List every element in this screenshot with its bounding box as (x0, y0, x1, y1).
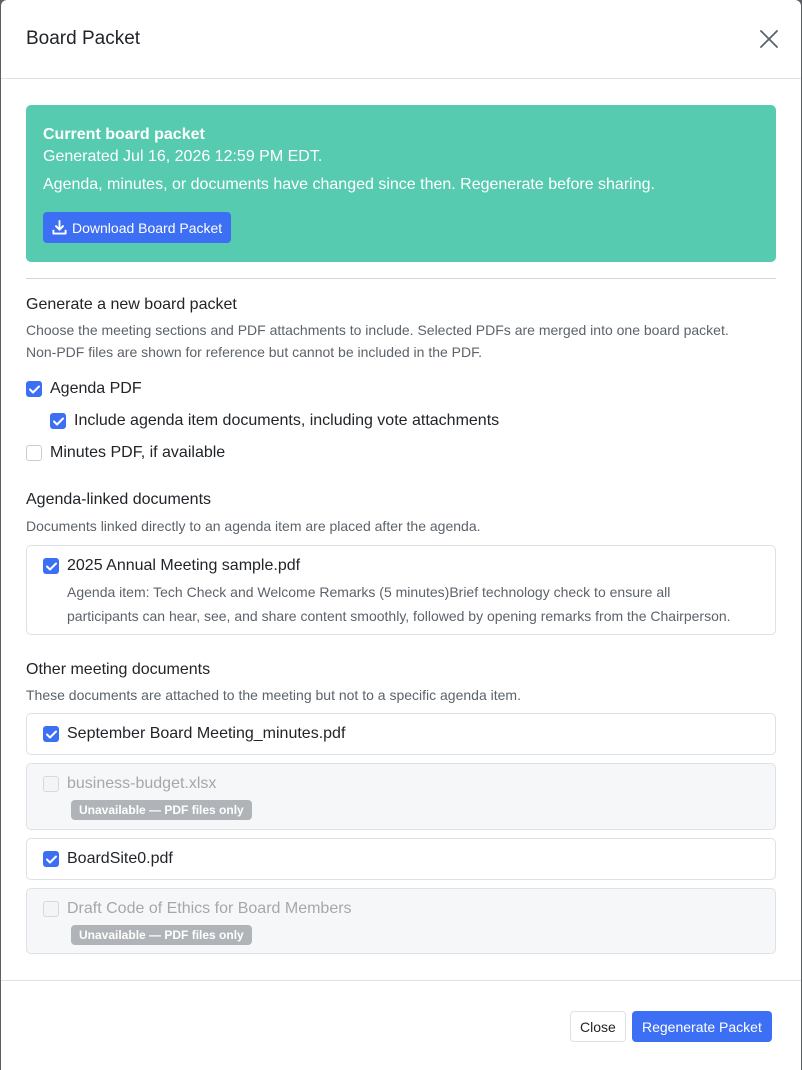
agenda-pdf-checkbox[interactable] (26, 381, 42, 397)
agenda-linked-doc-filename: 2025 Annual Meeting sample.pdf (67, 557, 301, 574)
other-doc-filename: BoardSite0.pdf (67, 850, 173, 867)
generate-description (26, 319, 776, 363)
other-doc-row (43, 898, 759, 920)
other-docs-title: Other meeting documents (26, 661, 211, 678)
other-doc-card-3 (26, 888, 776, 954)
agenda-item-meta-line2: participants can hear, see, and share content smoothly, followed by opening remarks from the Chairperson. (67, 608, 731, 624)
current-packet-title: Current board packet (43, 126, 205, 143)
packet-options (26, 373, 776, 469)
current-packet-alert (26, 105, 776, 262)
include-agenda-docs-label: Include agenda item documents, including vote attachments (74, 412, 500, 429)
agenda-linked-doc-row (43, 555, 759, 577)
unavailable-badge: Unavailable — PDF files only (71, 925, 252, 945)
modal-title: Board Packet (26, 28, 141, 49)
other-doc-row (43, 839, 759, 879)
other-doc-card-0[interactable] (26, 713, 776, 755)
generated-timestamp: Generated Jul 16, 2026 12:59 PM EDT. (43, 148, 323, 165)
agenda-linked-description: Documents linked directly to an agenda item are placed after the agenda. (26, 518, 481, 534)
modal-footer (1, 980, 801, 1070)
other-doc-card-1 (26, 763, 776, 830)
other-doc-filename: Draft Code of Ethics for Board Members (67, 900, 352, 917)
generate-description-line1: Choose the meeting sections and PDF attachments to include. Selected PDFs are merged into one board packet. (26, 322, 729, 338)
close-icon[interactable] (753, 23, 785, 55)
option-agenda-pdf[interactable] (26, 373, 776, 405)
board-packet-modal (1, 0, 801, 1070)
minutes-pdf-label: Minutes PDF, if available (50, 444, 226, 461)
agenda-item-meta-line1: Agenda item: Tech Check and Welcome Remarks (5 minutes)Brief technology check to ensure all (67, 584, 671, 600)
section-divider (26, 278, 776, 279)
other-doc-checkbox-disabled (43, 901, 59, 917)
other-docs-description: These documents are attached to the meeting but not to a specific agenda item. (26, 687, 521, 703)
modal-body (1, 79, 801, 954)
other-doc-row (43, 714, 759, 754)
minutes-pdf-checkbox[interactable] (26, 445, 42, 461)
agenda-pdf-label: Agenda PDF (50, 380, 142, 397)
download-board-packet-button[interactable] (43, 212, 231, 243)
other-doc-card-2[interactable] (26, 838, 776, 880)
other-doc-checkbox[interactable] (43, 851, 59, 867)
close-button[interactable]: Close (570, 1011, 626, 1042)
agenda-linked-doc-meta (43, 580, 759, 628)
agenda-linked-doc-checkbox[interactable] (43, 558, 59, 574)
agenda-linked-doc-card[interactable] (26, 545, 776, 635)
option-minutes-pdf[interactable] (26, 437, 776, 469)
download-icon (52, 220, 67, 235)
agenda-linked-title: Agenda-linked documents (26, 491, 212, 508)
download-button-label: Download Board Packet (72, 219, 223, 236)
other-doc-checkbox[interactable] (43, 726, 59, 742)
include-agenda-docs-checkbox[interactable] (50, 413, 66, 429)
other-doc-filename: business-budget.xlsx (67, 775, 217, 792)
generate-section-title: Generate a new board packet (26, 296, 237, 313)
unavailable-badge: Unavailable — PDF files only (71, 800, 252, 820)
other-doc-filename: September Board Meeting_minutes.pdf (67, 725, 346, 742)
stale-warning: Agenda, minutes, or documents have changed since then. Regenerate before sharing. (43, 176, 655, 193)
other-doc-checkbox-disabled (43, 776, 59, 792)
modal-header (1, 0, 801, 79)
regenerate-packet-button[interactable]: Regenerate Packet (632, 1011, 772, 1042)
generate-description-line2: Non-PDF files are shown for reference but cannot be included in the PDF. (26, 344, 483, 360)
other-doc-row (43, 773, 759, 795)
option-include-agenda-docs[interactable] (26, 405, 776, 437)
